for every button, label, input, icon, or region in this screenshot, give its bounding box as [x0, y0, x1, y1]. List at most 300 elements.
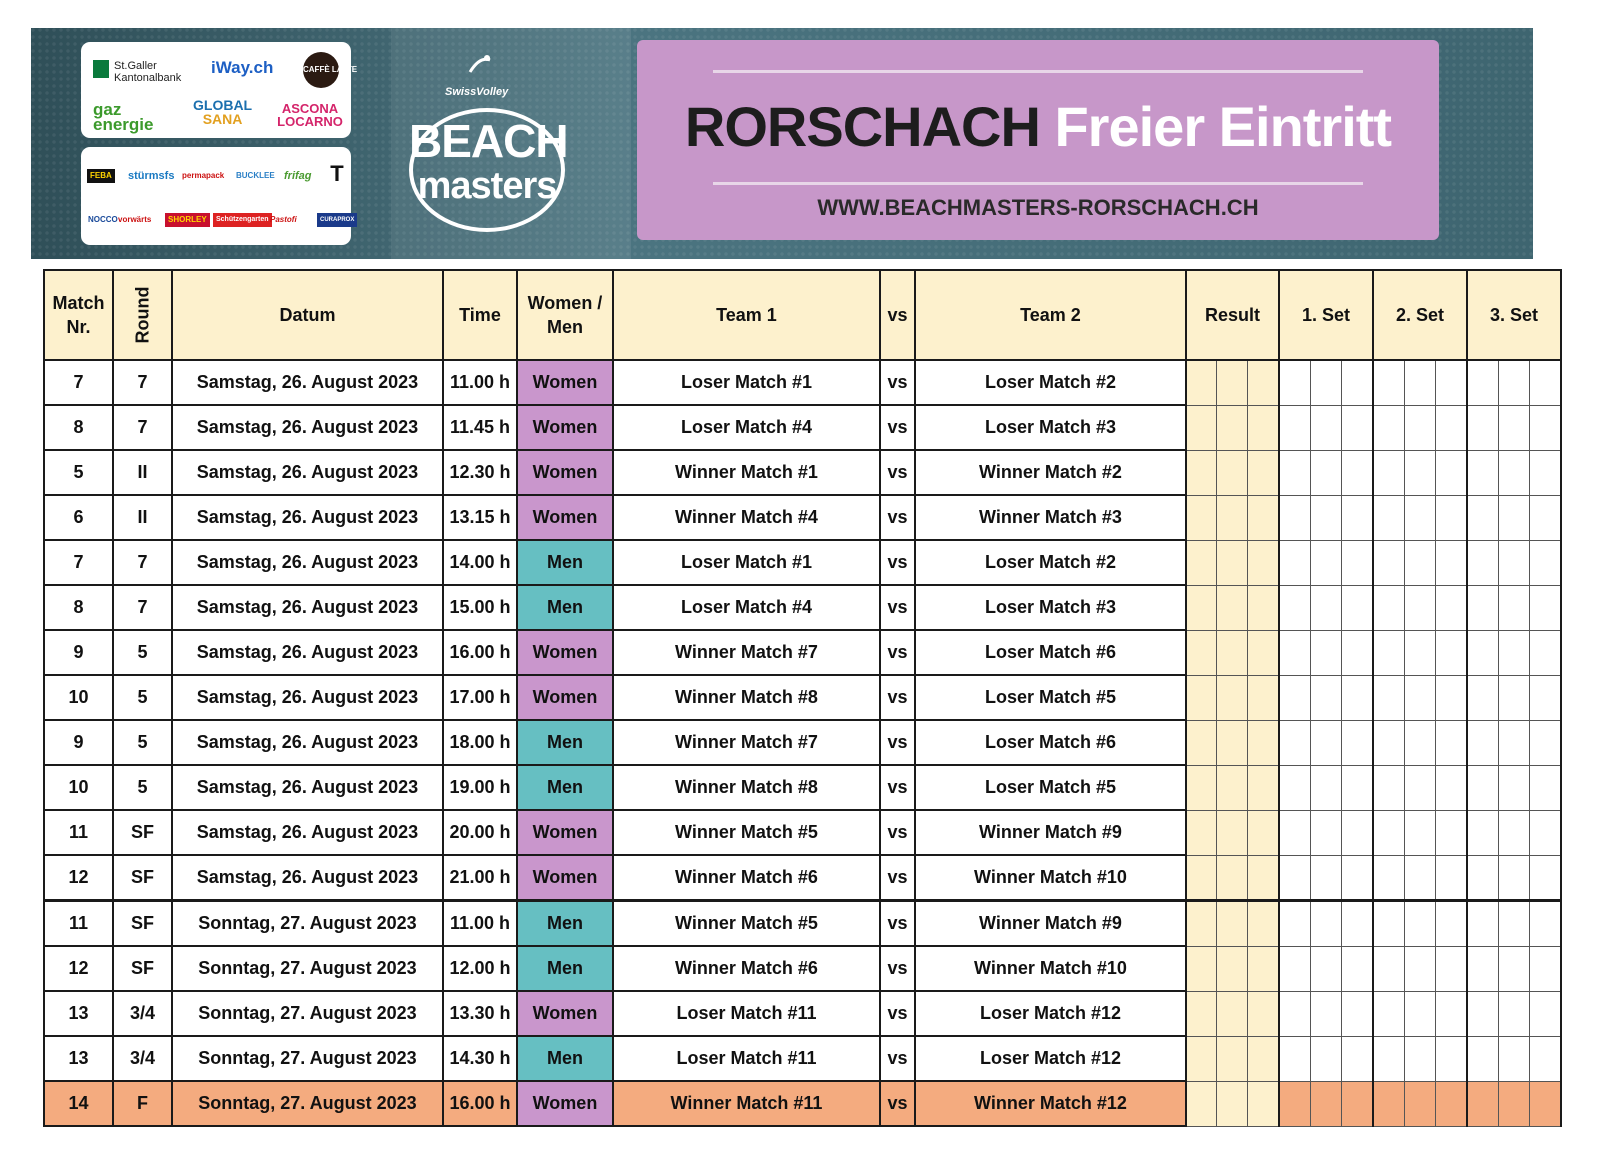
set-score-cell	[1530, 855, 1561, 901]
gender-cell: Men	[517, 765, 613, 810]
datum-cell: Samstag, 26. August 2023	[172, 540, 443, 585]
set-score-cell	[1373, 495, 1405, 540]
set-score-cell	[1436, 855, 1467, 901]
set-score-cell	[1279, 946, 1311, 991]
set-score-cell	[1373, 585, 1405, 630]
sponsor-logo-ascona-locarno: ASCONA LOCARNO	[277, 101, 343, 129]
set-score-cell	[1530, 1036, 1561, 1081]
header-datum: Datum	[172, 270, 443, 360]
set-score-cell	[1499, 991, 1530, 1036]
team1-cell: Loser Match #11	[613, 991, 880, 1036]
sponsor-logo: SHORLEY	[165, 213, 210, 227]
set-score-cell	[1279, 540, 1311, 585]
match-nr-cell: 13	[44, 991, 113, 1036]
datum-cell: Sonntag, 27. August 2023	[172, 1036, 443, 1081]
table-row	[44, 901, 1561, 947]
set-score-cell	[1467, 405, 1499, 450]
sponsor-logo-super-t: T	[330, 161, 344, 186]
set-score-cell	[1499, 450, 1530, 495]
set-score-cell	[1467, 810, 1499, 855]
event-banner	[31, 28, 1533, 259]
set-score-cell	[1499, 360, 1530, 405]
set-score-cell	[1279, 1081, 1311, 1126]
table-row	[44, 675, 1561, 720]
vs-cell: vs	[880, 855, 915, 901]
table-row	[44, 585, 1561, 630]
set-score-cell	[1405, 720, 1436, 765]
round-cell: F	[113, 1081, 172, 1126]
set-score-cell	[1279, 495, 1311, 540]
result-cell	[1217, 855, 1248, 901]
set-score-cell	[1279, 1036, 1311, 1081]
time-cell: 20.00 h	[443, 810, 517, 855]
result-cell	[1186, 991, 1217, 1036]
set-score-cell	[1436, 405, 1467, 450]
set-score-cell	[1373, 946, 1405, 991]
set-score-cell	[1436, 765, 1467, 810]
set-score-cell	[1405, 495, 1436, 540]
set-score-cell	[1342, 991, 1373, 1036]
result-cell	[1186, 855, 1217, 901]
header-set1: 1. Set	[1279, 270, 1373, 360]
result-cell	[1186, 810, 1217, 855]
header-round: Round	[113, 270, 172, 360]
header-team2: Team 2	[915, 270, 1186, 360]
result-cell	[1217, 810, 1248, 855]
title-panel	[637, 40, 1439, 240]
result-cell	[1248, 1081, 1279, 1126]
set-score-cell	[1342, 675, 1373, 720]
vs-cell: vs	[880, 946, 915, 991]
team1-cell: Winner Match #8	[613, 675, 880, 720]
round-cell: 7	[113, 585, 172, 630]
sponsor-logo: frifag	[284, 170, 312, 182]
set-score-cell	[1499, 720, 1530, 765]
round-cell: SF	[113, 946, 172, 991]
vs-cell: vs	[880, 630, 915, 675]
sponsor-logo-iway: iWay.ch	[211, 58, 274, 77]
set-score-cell	[1405, 1081, 1436, 1126]
table-row	[44, 360, 1561, 405]
team2-cell: Winner Match #2	[915, 450, 1186, 495]
datum-cell: Samstag, 26. August 2023	[172, 630, 443, 675]
gender-cell: Women	[517, 495, 613, 540]
datum-cell: Samstag, 26. August 2023	[172, 675, 443, 720]
set-score-cell	[1373, 720, 1405, 765]
set-score-cell	[1530, 540, 1561, 585]
set-score-cell	[1499, 1081, 1530, 1126]
datum-cell: Samstag, 26. August 2023	[172, 495, 443, 540]
title-rule-bottom	[713, 182, 1363, 185]
match-nr-cell: 10	[44, 675, 113, 720]
brand-masters: masters	[417, 165, 557, 207]
match-nr-cell: 12	[44, 946, 113, 991]
set-score-cell	[1279, 585, 1311, 630]
result-cell	[1248, 360, 1279, 405]
gender-cell: Women	[517, 1081, 613, 1126]
sponsor-logo-gaz-energie: gaz energie	[93, 100, 154, 134]
datum-cell: Sonntag, 27. August 2023	[172, 901, 443, 947]
result-cell	[1248, 991, 1279, 1036]
result-cell	[1217, 495, 1248, 540]
set-score-cell	[1436, 630, 1467, 675]
result-cell	[1186, 630, 1217, 675]
set-score-cell	[1467, 765, 1499, 810]
gender-cell: Women	[517, 675, 613, 720]
datum-cell: Samstag, 26. August 2023	[172, 585, 443, 630]
result-cell	[1248, 450, 1279, 495]
gender-cell: Women	[517, 855, 613, 901]
set-score-cell	[1405, 765, 1436, 810]
set-score-cell	[1311, 901, 1342, 947]
set-score-cell	[1405, 360, 1436, 405]
set-score-cell	[1467, 1081, 1499, 1126]
table-row	[44, 630, 1561, 675]
datum-cell: Samstag, 26. August 2023	[172, 720, 443, 765]
set-score-cell	[1373, 991, 1405, 1036]
set-score-cell	[1436, 1036, 1467, 1081]
sgkb-icon	[93, 60, 109, 78]
round-cell: 5	[113, 630, 172, 675]
sponsor-logo-sgkb: St.Galler Kantonalbank	[93, 60, 192, 84]
set-score-cell	[1436, 810, 1467, 855]
vs-cell: vs	[880, 585, 915, 630]
sponsor-logo: permapack	[182, 171, 225, 180]
set-score-cell	[1311, 630, 1342, 675]
result-cell	[1186, 360, 1217, 405]
round-cell: 3/4	[113, 991, 172, 1036]
result-cell	[1186, 946, 1217, 991]
set-score-cell	[1279, 720, 1311, 765]
set-score-cell	[1342, 495, 1373, 540]
set-score-cell	[1311, 1036, 1342, 1081]
vs-cell: vs	[880, 495, 915, 540]
set-score-cell	[1530, 901, 1561, 947]
sponsor-logo-caffe-latte: CAFFÈ LATTE	[303, 52, 339, 88]
result-cell	[1186, 765, 1217, 810]
team1-cell: Winner Match #7	[613, 630, 880, 675]
set-score-cell	[1373, 765, 1405, 810]
round-cell: 5	[113, 720, 172, 765]
table-row	[44, 720, 1561, 765]
set-score-cell	[1467, 360, 1499, 405]
set-score-cell	[1499, 675, 1530, 720]
team2-cell: Loser Match #3	[915, 405, 1186, 450]
datum-cell: Sonntag, 27. August 2023	[172, 991, 443, 1036]
set-score-cell	[1373, 405, 1405, 450]
set-score-cell	[1405, 855, 1436, 901]
sponsor-logo: stürmsfs	[128, 170, 175, 182]
match-nr-cell: 12	[44, 855, 113, 901]
table-row	[44, 495, 1561, 540]
table-row	[44, 1036, 1561, 1081]
round-cell: 5	[113, 675, 172, 720]
team2-cell: Winner Match #9	[915, 901, 1186, 947]
result-cell	[1186, 901, 1217, 947]
set-score-cell	[1373, 630, 1405, 675]
sponsor-panel-top	[81, 42, 358, 138]
set-score-cell	[1311, 1081, 1342, 1126]
set-score-cell	[1405, 1036, 1436, 1081]
set-score-cell	[1311, 450, 1342, 495]
set-score-cell	[1405, 630, 1436, 675]
vs-cell: vs	[880, 540, 915, 585]
set-score-cell	[1499, 901, 1530, 947]
set-score-cell	[1405, 675, 1436, 720]
set-score-cell	[1279, 901, 1311, 947]
set-score-cell	[1436, 675, 1467, 720]
set-score-cell	[1279, 765, 1311, 810]
vs-cell: vs	[880, 450, 915, 495]
title-location: RORSCHACH	[684, 95, 1040, 158]
match-nr-cell: 14	[44, 1081, 113, 1126]
set-score-cell	[1530, 675, 1561, 720]
set-score-cell	[1342, 1081, 1373, 1126]
datum-cell: Samstag, 26. August 2023	[172, 405, 443, 450]
result-cell	[1217, 450, 1248, 495]
set-score-cell	[1279, 810, 1311, 855]
table-row	[44, 855, 1561, 901]
result-cell	[1248, 720, 1279, 765]
set-score-cell	[1530, 360, 1561, 405]
table-body	[44, 360, 1561, 1126]
team2-cell: Winner Match #3	[915, 495, 1186, 540]
gender-cell: Men	[517, 585, 613, 630]
result-cell	[1217, 360, 1248, 405]
time-cell: 14.00 h	[443, 540, 517, 585]
set-score-cell	[1279, 675, 1311, 720]
team2-cell: Loser Match #12	[915, 991, 1186, 1036]
result-cell	[1217, 540, 1248, 585]
title-admission: Freier Eintritt	[1054, 95, 1392, 158]
set-score-cell	[1467, 901, 1499, 947]
swissvolley-icon	[467, 52, 493, 78]
result-cell	[1186, 1036, 1217, 1081]
set-score-cell	[1311, 405, 1342, 450]
set-score-cell	[1311, 675, 1342, 720]
result-cell	[1186, 540, 1217, 585]
team1-cell: Winner Match #6	[613, 946, 880, 991]
team2-cell: Loser Match #6	[915, 630, 1186, 675]
sponsor-logo: vorwärts	[118, 215, 152, 224]
result-cell	[1248, 765, 1279, 810]
set-score-cell	[1342, 540, 1373, 585]
sponsor-logo: Pastofi	[270, 215, 297, 224]
team1-cell: Winner Match #5	[613, 810, 880, 855]
result-cell	[1186, 675, 1217, 720]
sponsor-logo-global-sana: GLOBAL SANA	[193, 97, 253, 127]
set-score-cell	[1373, 810, 1405, 855]
result-cell	[1217, 1081, 1248, 1126]
team2-cell: Loser Match #2	[915, 540, 1186, 585]
match-nr-cell: 13	[44, 1036, 113, 1081]
header-team1: Team 1	[613, 270, 880, 360]
result-cell	[1248, 946, 1279, 991]
set-score-cell	[1342, 360, 1373, 405]
sponsor-logo: Schützengarten	[213, 213, 272, 227]
set-score-cell	[1311, 360, 1342, 405]
set-score-cell	[1530, 495, 1561, 540]
result-cell	[1248, 585, 1279, 630]
set-score-cell	[1467, 540, 1499, 585]
set-score-cell	[1467, 1036, 1499, 1081]
team1-cell: Loser Match #11	[613, 1036, 880, 1081]
set-score-cell	[1342, 630, 1373, 675]
set-score-cell	[1279, 630, 1311, 675]
gender-cell: Women	[517, 360, 613, 405]
result-cell	[1186, 1081, 1217, 1126]
team2-cell: Winner Match #10	[915, 946, 1186, 991]
set-score-cell	[1467, 855, 1499, 901]
table-row	[44, 991, 1561, 1036]
set-score-cell	[1405, 585, 1436, 630]
datum-cell: Samstag, 26. August 2023	[172, 810, 443, 855]
set-score-cell	[1279, 360, 1311, 405]
set-score-cell	[1499, 540, 1530, 585]
match-nr-cell: 7	[44, 360, 113, 405]
set-score-cell	[1530, 630, 1561, 675]
set-score-cell	[1467, 495, 1499, 540]
header-time: Time	[443, 270, 517, 360]
vs-cell: vs	[880, 675, 915, 720]
set-score-cell	[1467, 720, 1499, 765]
round-cell: SF	[113, 855, 172, 901]
team1-cell: Winner Match #5	[613, 901, 880, 947]
match-nr-cell: 9	[44, 630, 113, 675]
match-schedule-table	[43, 269, 1562, 1127]
round-cell: 7	[113, 405, 172, 450]
header-set2: 2. Set	[1373, 270, 1467, 360]
page-title	[637, 92, 1439, 162]
match-nr-cell: 7	[44, 540, 113, 585]
time-cell: 18.00 h	[443, 720, 517, 765]
gender-cell: Women	[517, 450, 613, 495]
time-cell: 14.30 h	[443, 1036, 517, 1081]
gender-cell: Men	[517, 901, 613, 947]
set-score-cell	[1311, 991, 1342, 1036]
datum-cell: Sonntag, 27. August 2023	[172, 946, 443, 991]
set-score-cell	[1467, 630, 1499, 675]
result-cell	[1217, 946, 1248, 991]
vs-cell: vs	[880, 901, 915, 947]
sponsor-logo: BUCKLEE	[236, 171, 275, 180]
result-cell	[1217, 720, 1248, 765]
set-score-cell	[1530, 1081, 1561, 1126]
time-cell: 16.00 h	[443, 1081, 517, 1126]
team2-cell: Loser Match #6	[915, 720, 1186, 765]
set-score-cell	[1467, 675, 1499, 720]
result-cell	[1217, 901, 1248, 947]
team1-cell: Loser Match #1	[613, 360, 880, 405]
set-score-cell	[1311, 585, 1342, 630]
set-score-cell	[1342, 450, 1373, 495]
vs-cell: vs	[880, 765, 915, 810]
set-score-cell	[1342, 405, 1373, 450]
header-match-nr: Match Nr.	[44, 270, 113, 360]
datum-cell: Samstag, 26. August 2023	[172, 360, 443, 405]
set-score-cell	[1373, 450, 1405, 495]
set-score-cell	[1279, 450, 1311, 495]
set-score-cell	[1279, 405, 1311, 450]
set-score-cell	[1373, 901, 1405, 947]
set-score-cell	[1436, 1081, 1467, 1126]
event-url: WWW.BEACHMASTERS-RORSCHACH.CH	[817, 195, 1259, 220]
team1-cell: Winner Match #7	[613, 720, 880, 765]
set-score-cell	[1499, 630, 1530, 675]
set-score-cell	[1405, 450, 1436, 495]
result-cell	[1186, 450, 1217, 495]
team1-cell: Loser Match #4	[613, 405, 880, 450]
time-cell: 12.30 h	[443, 450, 517, 495]
team2-cell: Loser Match #3	[915, 585, 1186, 630]
set-score-cell	[1436, 720, 1467, 765]
vs-cell: vs	[880, 360, 915, 405]
set-score-cell	[1405, 901, 1436, 947]
set-score-cell	[1436, 495, 1467, 540]
set-score-cell	[1499, 810, 1530, 855]
table-row	[44, 450, 1561, 495]
time-cell: 12.00 h	[443, 946, 517, 991]
vs-cell: vs	[880, 405, 915, 450]
match-nr-cell: 11	[44, 901, 113, 947]
set-score-cell	[1499, 585, 1530, 630]
team2-cell: Winner Match #10	[915, 855, 1186, 901]
time-cell: 16.00 h	[443, 630, 517, 675]
set-score-cell	[1436, 585, 1467, 630]
vs-cell: vs	[880, 810, 915, 855]
set-score-cell	[1436, 360, 1467, 405]
round-cell: 3/4	[113, 1036, 172, 1081]
set-score-cell	[1499, 855, 1530, 901]
gender-cell: Women	[517, 405, 613, 450]
gender-cell: Men	[517, 720, 613, 765]
set-score-cell	[1373, 360, 1405, 405]
result-cell	[1248, 810, 1279, 855]
header-vs: vs	[880, 270, 915, 360]
set-score-cell	[1530, 720, 1561, 765]
set-score-cell	[1436, 540, 1467, 585]
table-row	[44, 1081, 1561, 1126]
round-cell: II	[113, 495, 172, 540]
datum-cell: Samstag, 26. August 2023	[172, 450, 443, 495]
result-cell	[1217, 630, 1248, 675]
match-nr-cell: 11	[44, 810, 113, 855]
table-row	[44, 946, 1561, 991]
set-score-cell	[1499, 765, 1530, 810]
set-score-cell	[1373, 1081, 1405, 1126]
result-cell	[1217, 765, 1248, 810]
swissvolley-label: SwissVolley	[445, 86, 509, 98]
set-score-cell	[1342, 585, 1373, 630]
time-cell: 13.30 h	[443, 991, 517, 1036]
set-score-cell	[1311, 540, 1342, 585]
set-score-cell	[1373, 675, 1405, 720]
set-score-cell	[1436, 901, 1467, 947]
team1-cell: Loser Match #1	[613, 540, 880, 585]
set-score-cell	[1405, 991, 1436, 1036]
vs-cell: vs	[880, 1081, 915, 1126]
set-score-cell	[1405, 540, 1436, 585]
round-cell: II	[113, 450, 172, 495]
result-cell	[1186, 495, 1217, 540]
match-nr-cell: 5	[44, 450, 113, 495]
gender-cell: Women	[517, 630, 613, 675]
sponsor-panel-bottom	[81, 147, 355, 245]
gender-cell: Men	[517, 946, 613, 991]
team1-cell: Winner Match #8	[613, 765, 880, 810]
set-score-cell	[1530, 405, 1561, 450]
result-cell	[1217, 991, 1248, 1036]
